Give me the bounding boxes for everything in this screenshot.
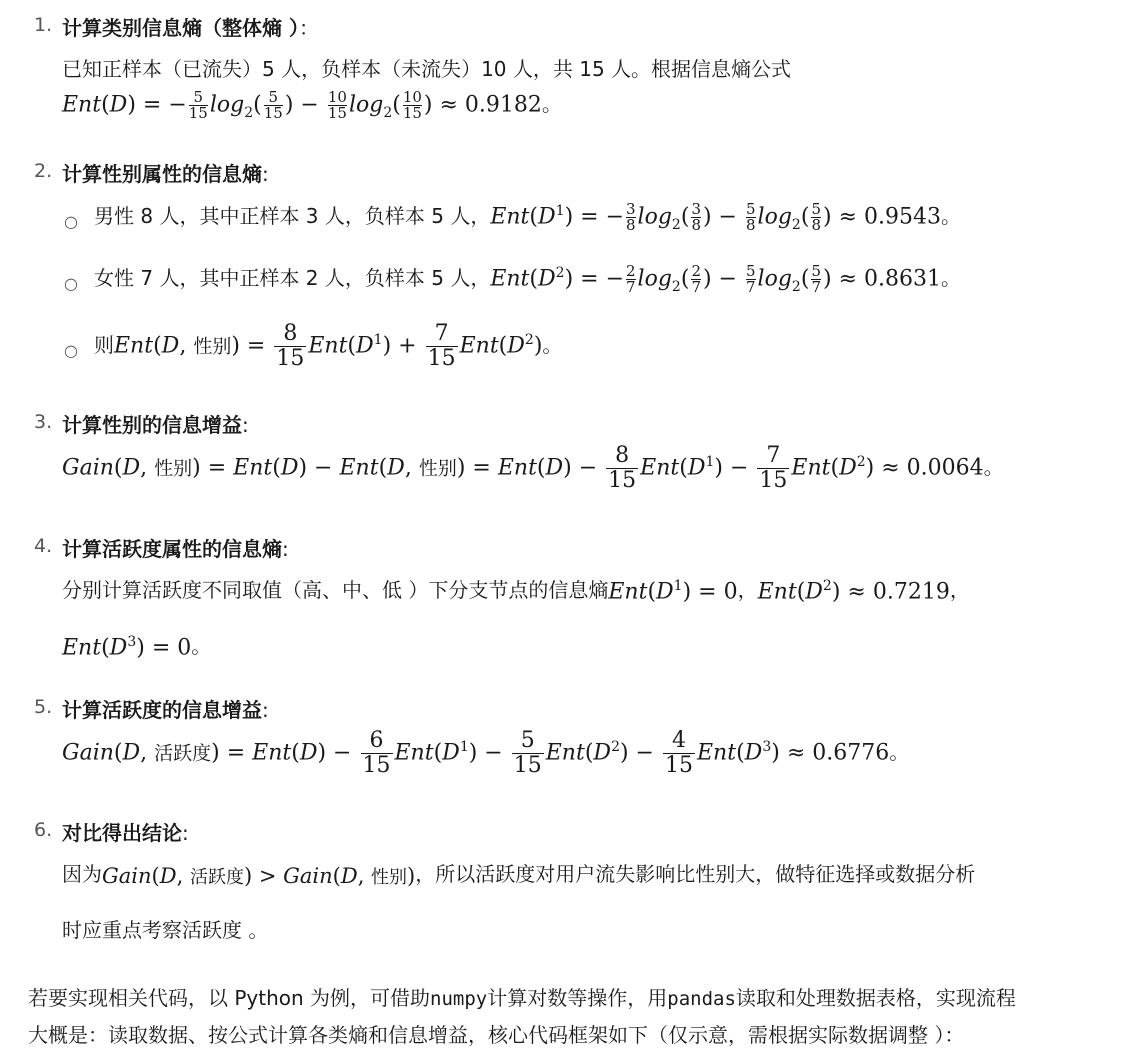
section-title: 计算活跃度属性的信息熵 [62,537,282,561]
footer-paragraph-line: 若要实现相关代码，以 Python 为例，可借助numpy计算对数等操作，用pandas读取和处理数据表格，实现流程 [28,986,1016,1010]
bullet-icon: ○ [64,274,78,293]
section-title: 计算性别的信息增益 [62,413,242,437]
list-item: 女性 7 人，其中正样本 2 人，负样本 5 人，$Ent(D^2)$ = − $\frac{2}{7}$ $\log_2$( $\frac{2}{7}$ ) − $\frac{5}{7}$ $\log_2$( $\frac{5}{7}$ ) ≈ 0.8631。 [94,262,961,296]
section-heading [62,817,189,846]
inline-code: pandas [667,988,736,1010]
section-text: 分别计算活跃度不同取值（高、中、低 ）下分支节点的信息熵$Ent(D^1) = 0$，$Ent(D^2) \approx 0.7219$， [62,578,970,605]
section-text: 已知正样本（已流失）5 人，负样本（未流失）10 人，共 15 人。根据信息熵公式 [62,57,792,81]
gain-formula: Gain(D, 性别) = Ent(D) − Ent(D, 性别) = Ent(D) − $\frac{8}{15}$ $Ent(D^1)$ − $\frac{7}{15}$ $Ent(D^2) \approx 0.0064$。 [62,443,1004,493]
section-title: 对比得出结论 [62,821,182,845]
footer-paragraph-line: 大概是：读取数据、按公式计算各类熵和信息增益，核心代码框架如下（仅示意，需根据实际数据调整 ）： [28,1023,965,1047]
section-text: 因为Gain(D, 活跃度) > Gain(D, 性别)，所以活跃度对用户流失影响比性别大，做特征选择或数据分析 [62,862,976,888]
section-heading [62,158,269,187]
colon: : [262,698,269,722]
section-heading [62,533,289,562]
inline-code: numpy [430,988,488,1010]
colon: : [182,821,189,845]
section-heading [62,409,249,438]
colon: : [262,162,269,186]
colon: ： [298,16,319,40]
bullet-icon: ○ [64,341,78,360]
section-title: 计算类别信息熵（整体熵 ） [62,16,299,40]
list-number: 5. [34,696,53,718]
section-text: 时应重点考察活跃度 。 [62,918,269,942]
colon: : [242,413,249,437]
section-title: 计算性别属性的信息熵 [62,162,262,186]
formula-result: ≈ 0.9182 [439,92,542,118]
entropy-formula: Ent(D) = − $\frac{5}{15}$ $\log_2$( $\frac{5}{15}$ ) − $\frac{10}{15}$ $\log_2$( $\frac{10}{15}$ ) ≈ 0.9182。 [62,88,562,122]
section-heading [62,694,269,723]
list-number: 1. [34,14,53,36]
list-number: 4. [34,535,53,557]
list-item: 则Ent(D, 性别) = $\frac{8}{15}$ $Ent(D^1)$ + $\frac{7}{15}$ $Ent(D^2)$。 [94,321,563,371]
list-number: 3. [34,411,53,433]
gain-formula: Gain(D, 活跃度) = Ent(D) − $\frac{6}{15}$ $Ent(D^1)$ − $\frac{5}{15}$ $Ent(D^2)$ − $\frac{4}{15}$ $Ent(D^3) \approx 0.6776$。 [62,728,910,778]
section-heading [62,12,319,41]
list-item: 男性 8 人，其中正样本 3 人，负样本 5 人，$Ent(D^1)$ = − $\frac{3}{8}$ $\log_2$( $\frac{3}{8}$ ) − $\frac{5}{8}$ $\log_2$( $\frac{5}{8}$ ) ≈ 0.9543。 [94,200,961,234]
section-title: 计算活跃度的信息增益 [62,698,262,722]
colon: : [282,537,289,561]
bullet-icon: ○ [64,212,78,231]
section-text: $Ent(D^3) = 0$。 [62,634,212,661]
period: 。 [541,92,562,116]
list-number: 6. [34,819,53,841]
list-number: 2. [34,160,53,182]
